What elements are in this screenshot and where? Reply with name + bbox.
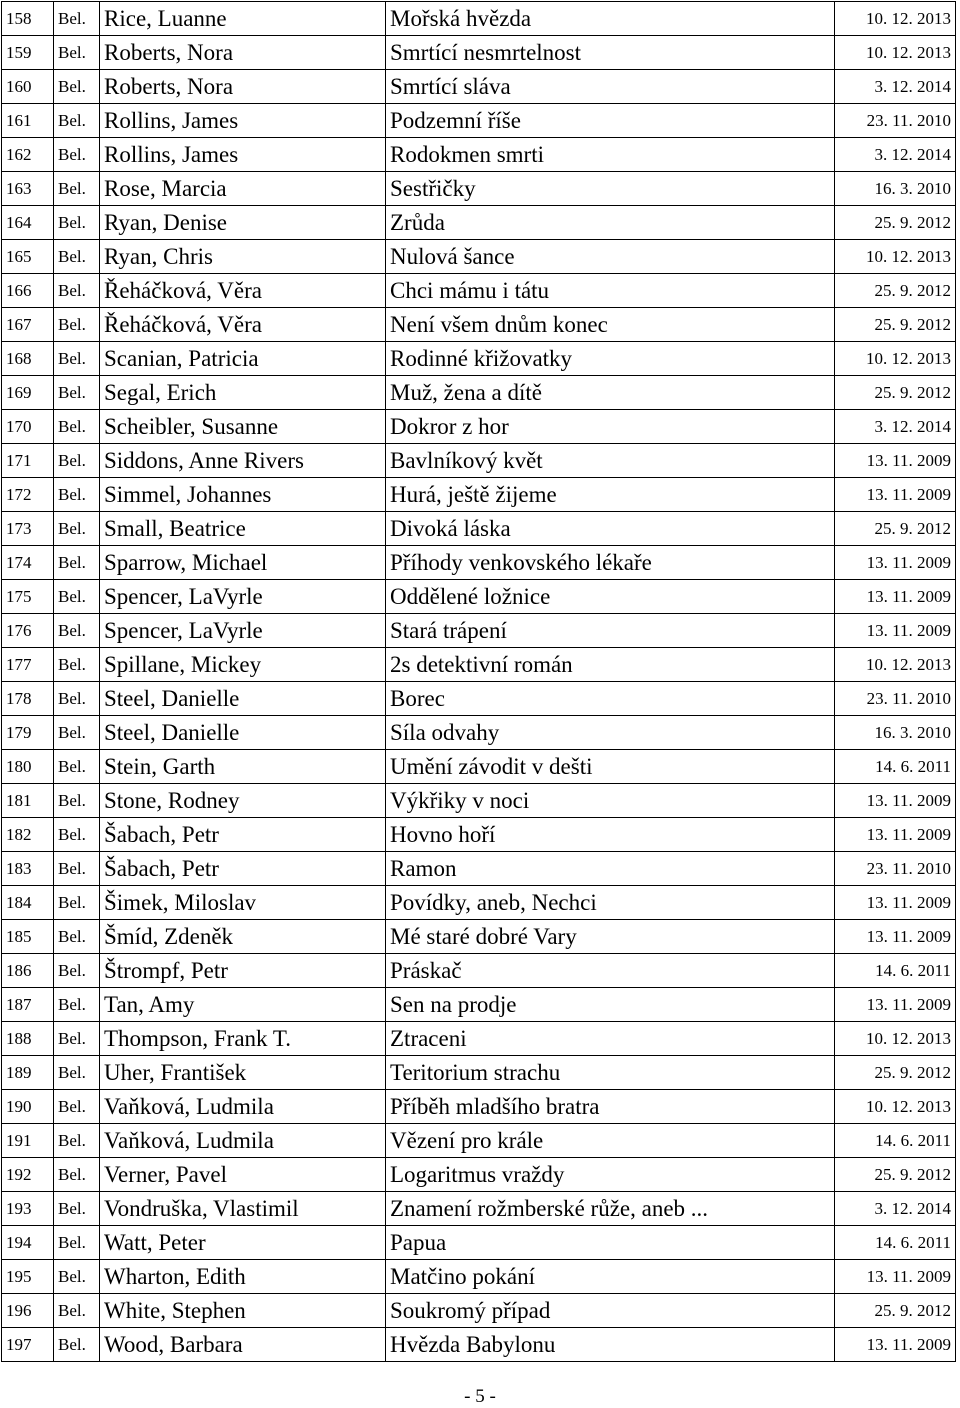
table-row (2, 546, 956, 580)
book-title: Hurá, ještě žijeme (386, 478, 835, 512)
author-name: Scanian, Patricia (100, 342, 386, 376)
page-number: - 5 - (464, 1386, 496, 1407)
entry-number: 194 (2, 1226, 54, 1260)
category-code: Bel. (54, 240, 100, 274)
book-title: Soukromý případ (386, 1294, 835, 1328)
category-code: Bel. (54, 1022, 100, 1056)
category-code: Bel. (54, 376, 100, 410)
book-title: 2s detektivní román (386, 648, 835, 682)
book-title: Hovno hoří (386, 818, 835, 852)
table-row (2, 988, 956, 1022)
table-row (2, 104, 956, 138)
entry-number: 165 (2, 240, 54, 274)
author-name: Rose, Marcia (100, 172, 386, 206)
table-row (2, 1022, 956, 1056)
author-name: Šabach, Petr (100, 852, 386, 886)
category-code: Bel. (54, 512, 100, 546)
entry-date: 3. 12. 2014 (835, 138, 956, 172)
entry-date: 14. 6. 2011 (835, 954, 956, 988)
category-code: Bel. (54, 206, 100, 240)
book-title: Nulová šance (386, 240, 835, 274)
table-row (2, 172, 956, 206)
author-name: Wood, Barbara (100, 1328, 386, 1362)
book-catalog-table (1, 1, 956, 1362)
category-code: Bel. (54, 954, 100, 988)
entry-date: 25. 9. 2012 (835, 376, 956, 410)
book-title: Bavlníkový květ (386, 444, 835, 478)
category-code: Bel. (54, 274, 100, 308)
author-name: Small, Beatrice (100, 512, 386, 546)
entry-date: 13. 11. 2009 (835, 886, 956, 920)
book-title: Povídky, aneb, Nechci (386, 886, 835, 920)
author-name: Vondruška, Vlastimil (100, 1192, 386, 1226)
entry-date: 14. 6. 2011 (835, 1226, 956, 1260)
book-title: Papua (386, 1226, 835, 1260)
table-row (2, 1260, 956, 1294)
book-title: Mořská hvězda (386, 2, 835, 36)
entry-number: 174 (2, 546, 54, 580)
category-code: Bel. (54, 614, 100, 648)
category-code: Bel. (54, 580, 100, 614)
entry-number: 190 (2, 1090, 54, 1124)
entry-number: 180 (2, 750, 54, 784)
entry-date: 25. 9. 2012 (835, 1158, 956, 1192)
category-code: Bel. (54, 478, 100, 512)
author-name: Stein, Garth (100, 750, 386, 784)
entry-date: 16. 3. 2010 (835, 172, 956, 206)
entry-date: 10. 12. 2013 (835, 1090, 956, 1124)
entry-date: 13. 11. 2009 (835, 546, 956, 580)
category-code: Bel. (54, 138, 100, 172)
entry-date: 13. 11. 2009 (835, 1328, 956, 1362)
book-title: Není všem dnům konec (386, 308, 835, 342)
author-name: Vaňková, Ludmila (100, 1124, 386, 1158)
author-name: Vaňková, Ludmila (100, 1090, 386, 1124)
book-title: Umění závodit v dešti (386, 750, 835, 784)
category-code: Bel. (54, 410, 100, 444)
entry-number: 178 (2, 682, 54, 716)
table-row (2, 648, 956, 682)
author-name: Šimek, Miloslav (100, 886, 386, 920)
category-code: Bel. (54, 920, 100, 954)
book-title: Ztraceni (386, 1022, 835, 1056)
author-name: Scheibler, Susanne (100, 410, 386, 444)
entry-number: 175 (2, 580, 54, 614)
entry-number: 193 (2, 1192, 54, 1226)
author-name: Spencer, LaVyrle (100, 614, 386, 648)
book-title: Vězení pro krále (386, 1124, 835, 1158)
entry-date: 10. 12. 2013 (835, 36, 956, 70)
entry-number: 160 (2, 70, 54, 104)
table-row (2, 512, 956, 546)
entry-number: 189 (2, 1056, 54, 1090)
table-row (2, 138, 956, 172)
table-row (2, 1056, 956, 1090)
entry-date: 23. 11. 2010 (835, 682, 956, 716)
book-title: Sen na prodje (386, 988, 835, 1022)
table-row (2, 70, 956, 104)
table-row (2, 206, 956, 240)
category-code: Bel. (54, 1328, 100, 1362)
entry-date: 10. 12. 2013 (835, 1022, 956, 1056)
author-name: Simmel, Johannes (100, 478, 386, 512)
entry-date: 14. 6. 2011 (835, 1124, 956, 1158)
category-code: Bel. (54, 444, 100, 478)
entry-date: 3. 12. 2014 (835, 410, 956, 444)
table-row (2, 784, 956, 818)
category-code: Bel. (54, 342, 100, 376)
entry-number: 166 (2, 274, 54, 308)
entry-date: 13. 11. 2009 (835, 444, 956, 478)
table-row (2, 410, 956, 444)
category-code: Bel. (54, 36, 100, 70)
book-title: Ramon (386, 852, 835, 886)
author-name: Spencer, LaVyrle (100, 580, 386, 614)
table-row (2, 1090, 956, 1124)
table-row (2, 1294, 956, 1328)
entry-date: 13. 11. 2009 (835, 988, 956, 1022)
table-row (2, 376, 956, 410)
entry-number: 185 (2, 920, 54, 954)
entry-number: 173 (2, 512, 54, 546)
table-row (2, 308, 956, 342)
book-title: Divoká láska (386, 512, 835, 546)
author-name: Stone, Rodney (100, 784, 386, 818)
entry-date: 13. 11. 2009 (835, 1260, 956, 1294)
category-code: Bel. (54, 682, 100, 716)
book-title: Zrůda (386, 206, 835, 240)
table-row (2, 818, 956, 852)
table-row (2, 1192, 956, 1226)
entry-date: 25. 9. 2012 (835, 1056, 956, 1090)
author-name: White, Stephen (100, 1294, 386, 1328)
category-code: Bel. (54, 1192, 100, 1226)
category-code: Bel. (54, 988, 100, 1022)
category-code: Bel. (54, 818, 100, 852)
author-name: Štrompf, Petr (100, 954, 386, 988)
entry-number: 169 (2, 376, 54, 410)
entry-date: 10. 12. 2013 (835, 240, 956, 274)
table-row (2, 36, 956, 70)
entry-number: 171 (2, 444, 54, 478)
author-name: Steel, Danielle (100, 682, 386, 716)
author-name: Šmíd, Zdeněk (100, 920, 386, 954)
entry-date: 13. 11. 2009 (835, 920, 956, 954)
book-title: Dokror z hor (386, 410, 835, 444)
entry-number: 182 (2, 818, 54, 852)
entry-number: 186 (2, 954, 54, 988)
book-title: Logaritmus vraždy (386, 1158, 835, 1192)
book-title: Příhody venkovského lékaře (386, 546, 835, 580)
book-title: Muž, žena a dítě (386, 376, 835, 410)
table-row (2, 614, 956, 648)
author-name: Siddons, Anne Rivers (100, 444, 386, 478)
entry-number: 191 (2, 1124, 54, 1158)
entry-number: 196 (2, 1294, 54, 1328)
entry-number: 187 (2, 988, 54, 1022)
category-code: Bel. (54, 784, 100, 818)
entry-number: 197 (2, 1328, 54, 1362)
book-title: Borec (386, 682, 835, 716)
table-row (2, 886, 956, 920)
table-row (2, 920, 956, 954)
table-row (2, 478, 956, 512)
entry-number: 192 (2, 1158, 54, 1192)
book-title: Oddělené ložnice (386, 580, 835, 614)
book-title: Smrtící nesmrtelnost (386, 36, 835, 70)
category-code: Bel. (54, 750, 100, 784)
entry-date: 3. 12. 2014 (835, 70, 956, 104)
entry-number: 162 (2, 138, 54, 172)
entry-date: 3. 12. 2014 (835, 1192, 956, 1226)
entry-number: 177 (2, 648, 54, 682)
entry-number: 163 (2, 172, 54, 206)
category-code: Bel. (54, 1260, 100, 1294)
catalog-body (2, 2, 956, 1362)
entry-date: 13. 11. 2009 (835, 580, 956, 614)
entry-date: 25. 9. 2012 (835, 1294, 956, 1328)
author-name: Ryan, Denise (100, 206, 386, 240)
book-title: Chci mámu i tátu (386, 274, 835, 308)
table-row (2, 580, 956, 614)
entry-date: 25. 9. 2012 (835, 274, 956, 308)
category-code: Bel. (54, 308, 100, 342)
book-title: Hvězda Babylonu (386, 1328, 835, 1362)
author-name: Verner, Pavel (100, 1158, 386, 1192)
entry-number: 167 (2, 308, 54, 342)
entry-number: 172 (2, 478, 54, 512)
entry-number: 184 (2, 886, 54, 920)
entry-date: 10. 12. 2013 (835, 648, 956, 682)
entry-date: 13. 11. 2009 (835, 614, 956, 648)
table-row (2, 716, 956, 750)
entry-date: 13. 11. 2009 (835, 784, 956, 818)
author-name: Spillane, Mickey (100, 648, 386, 682)
author-name: Rollins, James (100, 138, 386, 172)
category-code: Bel. (54, 1226, 100, 1260)
author-name: Watt, Peter (100, 1226, 386, 1260)
author-name: Ryan, Chris (100, 240, 386, 274)
entry-number: 164 (2, 206, 54, 240)
table-row (2, 1328, 956, 1362)
book-title: Stará trápení (386, 614, 835, 648)
table-row (2, 954, 956, 988)
author-name: Tan, Amy (100, 988, 386, 1022)
entry-number: 176 (2, 614, 54, 648)
entry-number: 188 (2, 1022, 54, 1056)
table-row (2, 342, 956, 376)
author-name: Řeháčková, Věra (100, 308, 386, 342)
author-name: Uher, František (100, 1056, 386, 1090)
table-row (2, 852, 956, 886)
book-title: Matčino pokání (386, 1260, 835, 1294)
category-code: Bel. (54, 2, 100, 36)
book-title: Mé staré dobré Vary (386, 920, 835, 954)
author-name: Šabach, Petr (100, 818, 386, 852)
book-title: Rodokmen smrti (386, 138, 835, 172)
author-name: Řeháčková, Věra (100, 274, 386, 308)
author-name: Roberts, Nora (100, 36, 386, 70)
category-code: Bel. (54, 1158, 100, 1192)
book-title: Znamení rožmberské růže, aneb ... (386, 1192, 835, 1226)
category-code: Bel. (54, 104, 100, 138)
table-row (2, 2, 956, 36)
category-code: Bel. (54, 546, 100, 580)
entry-date: 25. 9. 2012 (835, 206, 956, 240)
entry-date: 25. 9. 2012 (835, 512, 956, 546)
author-name: Wharton, Edith (100, 1260, 386, 1294)
author-name: Rollins, James (100, 104, 386, 138)
book-title: Příběh mladšího bratra (386, 1090, 835, 1124)
author-name: Thompson, Frank T. (100, 1022, 386, 1056)
entry-number: 181 (2, 784, 54, 818)
category-code: Bel. (54, 172, 100, 206)
entry-date: 13. 11. 2009 (835, 818, 956, 852)
category-code: Bel. (54, 1294, 100, 1328)
entry-number: 168 (2, 342, 54, 376)
category-code: Bel. (54, 716, 100, 750)
entry-date: 14. 6. 2011 (835, 750, 956, 784)
book-title: Síla odvahy (386, 716, 835, 750)
author-name: Sparrow, Michael (100, 546, 386, 580)
book-title: Výkřiky v noci (386, 784, 835, 818)
entry-number: 179 (2, 716, 54, 750)
entry-number: 170 (2, 410, 54, 444)
category-code: Bel. (54, 886, 100, 920)
table-row (2, 444, 956, 478)
entry-date: 13. 11. 2009 (835, 478, 956, 512)
author-name: Rice, Luanne (100, 2, 386, 36)
table-row (2, 1158, 956, 1192)
category-code: Bel. (54, 70, 100, 104)
book-title: Podzemní říše (386, 104, 835, 138)
table-row (2, 682, 956, 716)
category-code: Bel. (54, 1124, 100, 1158)
entry-number: 158 (2, 2, 54, 36)
category-code: Bel. (54, 1090, 100, 1124)
author-name: Steel, Danielle (100, 716, 386, 750)
book-title: Sestřičky (386, 172, 835, 206)
table-row (2, 750, 956, 784)
table-row (2, 1226, 956, 1260)
entry-date: 25. 9. 2012 (835, 308, 956, 342)
entry-number: 161 (2, 104, 54, 138)
entry-date: 23. 11. 2010 (835, 852, 956, 886)
category-code: Bel. (54, 648, 100, 682)
author-name: Roberts, Nora (100, 70, 386, 104)
book-title: Smrtící sláva (386, 70, 835, 104)
table-row (2, 1124, 956, 1158)
book-title: Rodinné křižovatky (386, 342, 835, 376)
entry-number: 183 (2, 852, 54, 886)
entry-date: 10. 12. 2013 (835, 2, 956, 36)
author-name: Segal, Erich (100, 376, 386, 410)
entry-number: 159 (2, 36, 54, 70)
entry-date: 10. 12. 2013 (835, 342, 956, 376)
category-code: Bel. (54, 852, 100, 886)
table-row (2, 274, 956, 308)
table-row (2, 240, 956, 274)
entry-date: 16. 3. 2010 (835, 716, 956, 750)
entry-number: 195 (2, 1260, 54, 1294)
entry-date: 23. 11. 2010 (835, 104, 956, 138)
book-title: Teritorium strachu (386, 1056, 835, 1090)
book-title: Práskač (386, 954, 835, 988)
category-code: Bel. (54, 1056, 100, 1090)
